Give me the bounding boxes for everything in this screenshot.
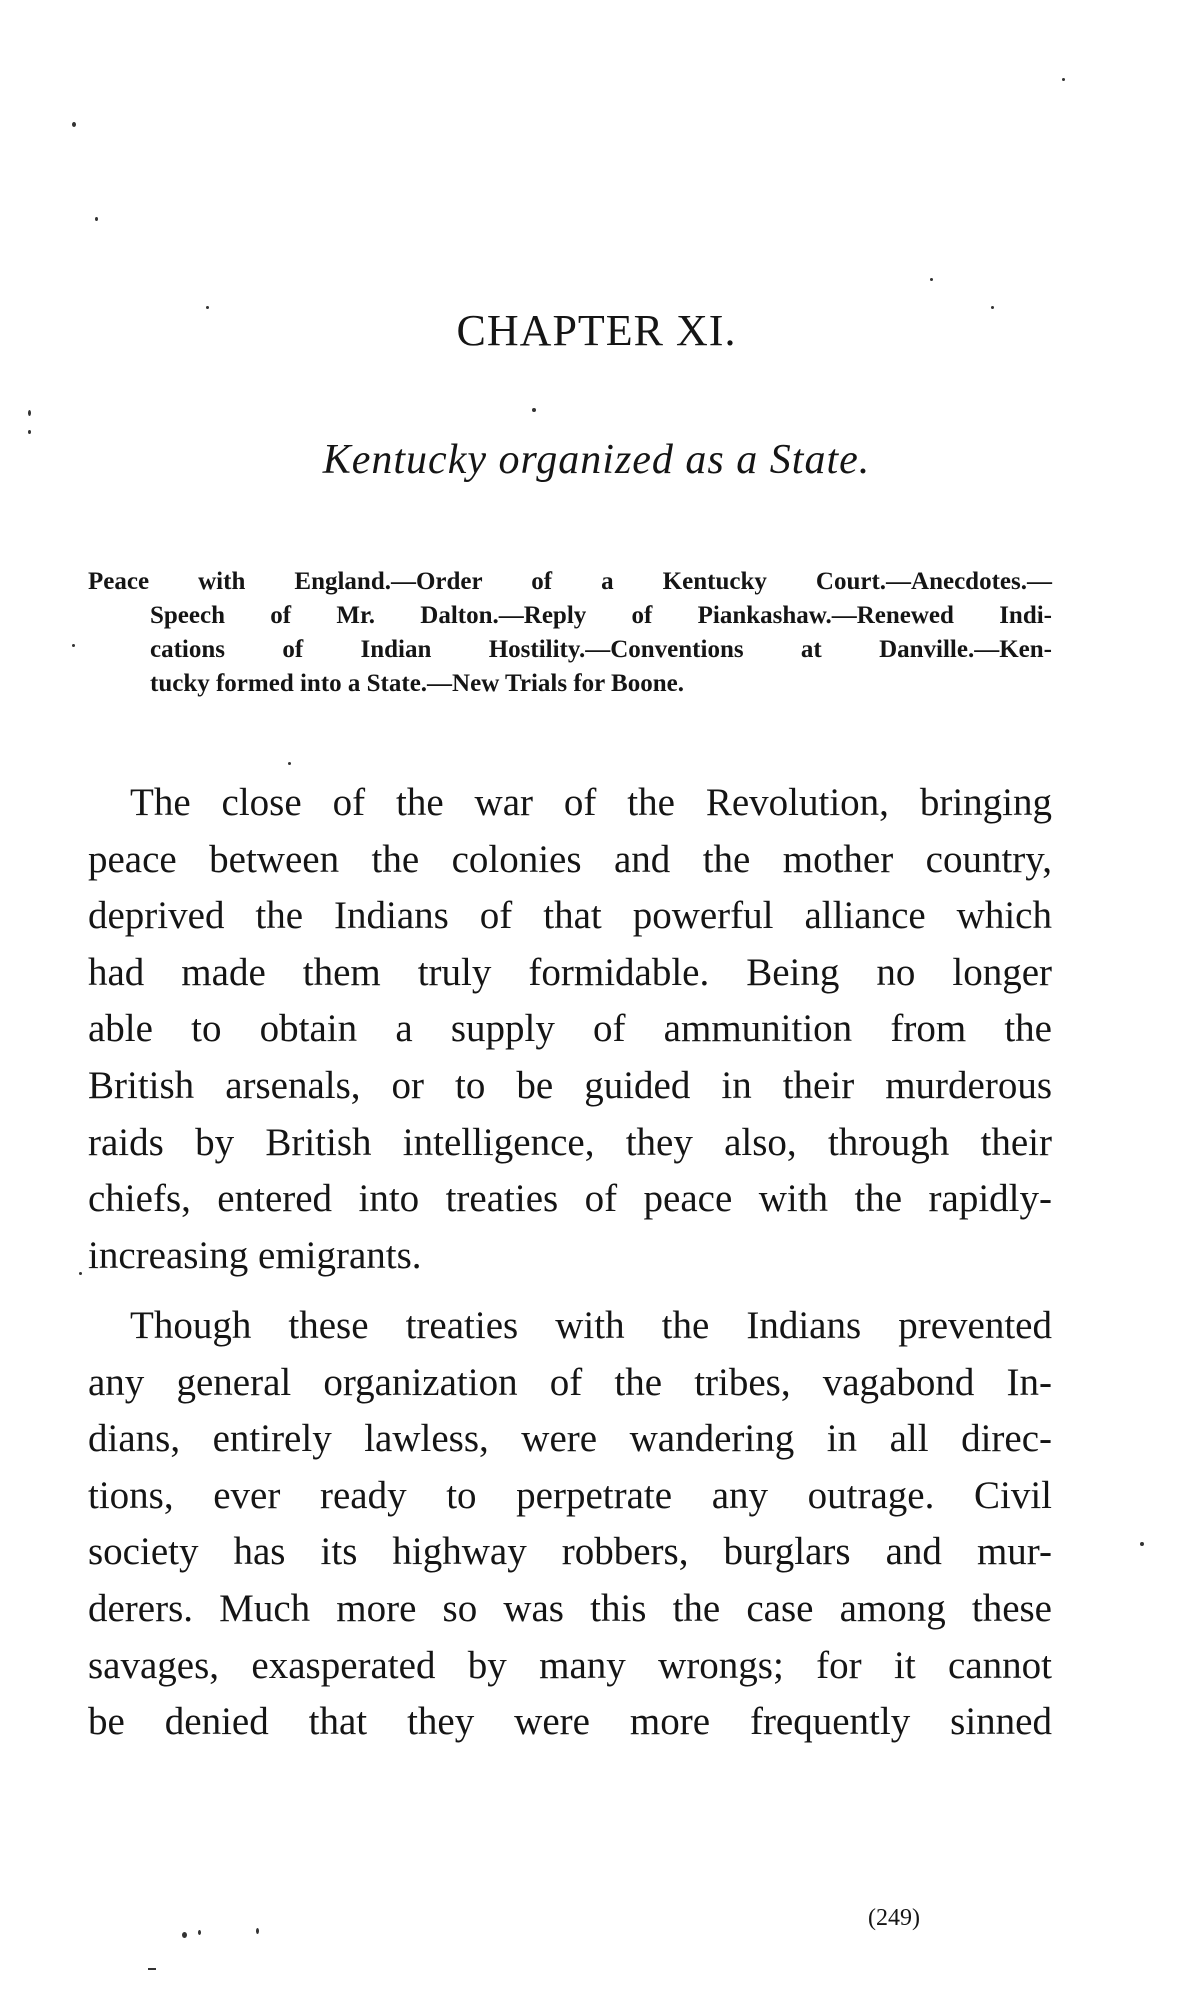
scan-speck — [28, 430, 31, 434]
synopsis-line: Speech of Mr. Dalton.—Reply of Piankashaw.—Renewed Indi- — [150, 602, 1052, 629]
text-line: The close of the war of the Revolution, bringing — [130, 781, 1052, 824]
scan-speck — [256, 1928, 259, 1934]
text-line: had made them truly formidable. Being no longer — [88, 950, 1052, 994]
scan-speck — [148, 1968, 156, 1970]
paragraph — [88, 775, 1052, 1284]
text-line: raids by British intelligence, they also, through their — [88, 1120, 1052, 1164]
text-line: tions, ever ready to perpetrate any outrage. Civil — [88, 1473, 1052, 1517]
scan-speck — [182, 1932, 187, 1938]
text-line: peace between the colonies and the mother country, — [88, 837, 1052, 881]
chapter-title: Kentucky organized as a State. — [322, 437, 871, 483]
text-line: British arsenals, or to be guided in their murderous — [88, 1063, 1052, 1107]
text-line: increasing emigrants. — [88, 1233, 422, 1277]
scan-speck — [28, 410, 31, 416]
text-line: chiefs, entered into treaties of peace with the rapidly- — [88, 1177, 1052, 1221]
text-line: deprived the Indians of that powerful alliance which — [88, 894, 1052, 938]
text-line: derers. Much more so was this the case among these — [88, 1586, 1052, 1630]
scan-speck — [1140, 1542, 1144, 1546]
synopsis-line: tucky formed into a State.—New Trials for Boone. — [150, 670, 684, 697]
scan-speck — [95, 217, 98, 221]
page-number: (249) — [868, 1905, 920, 1931]
scan-speck — [72, 122, 76, 127]
text-line: savages, exasperated by many wrongs; for it cannot — [88, 1643, 1052, 1687]
synopsis-line: Peace with England.—Order of a Kentucky Court.—Anecdotes.— — [88, 568, 1052, 595]
text-line: society has its highway robbers, burglars and mur- — [88, 1530, 1052, 1574]
scan-speck — [1062, 78, 1065, 81]
paragraph — [88, 1298, 1052, 1751]
chapter-synopsis — [88, 565, 1052, 701]
scan-speck — [79, 1272, 82, 1275]
text-line: any general organization of the tribes, vagabond In- — [88, 1360, 1052, 1404]
text-line: able to obtain a supply of ammunition from the — [88, 1007, 1052, 1051]
scan-speck — [930, 278, 933, 281]
text-line: dians, entirely lawless, were wandering in all direc- — [88, 1417, 1052, 1461]
scan-speck — [532, 408, 536, 412]
scan-speck — [288, 762, 291, 765]
chapter-heading: CHAPTER XI. — [456, 306, 737, 355]
scan-speck — [198, 1930, 201, 1935]
synopsis-line: cations of Indian Hostility.—Conventions at Danville.—Ken- — [150, 636, 1052, 663]
text-line: Though these treaties with the Indians prevented — [130, 1304, 1052, 1347]
scan-speck — [72, 644, 75, 647]
text-line: be denied that they were more frequently sinned — [88, 1700, 1052, 1744]
